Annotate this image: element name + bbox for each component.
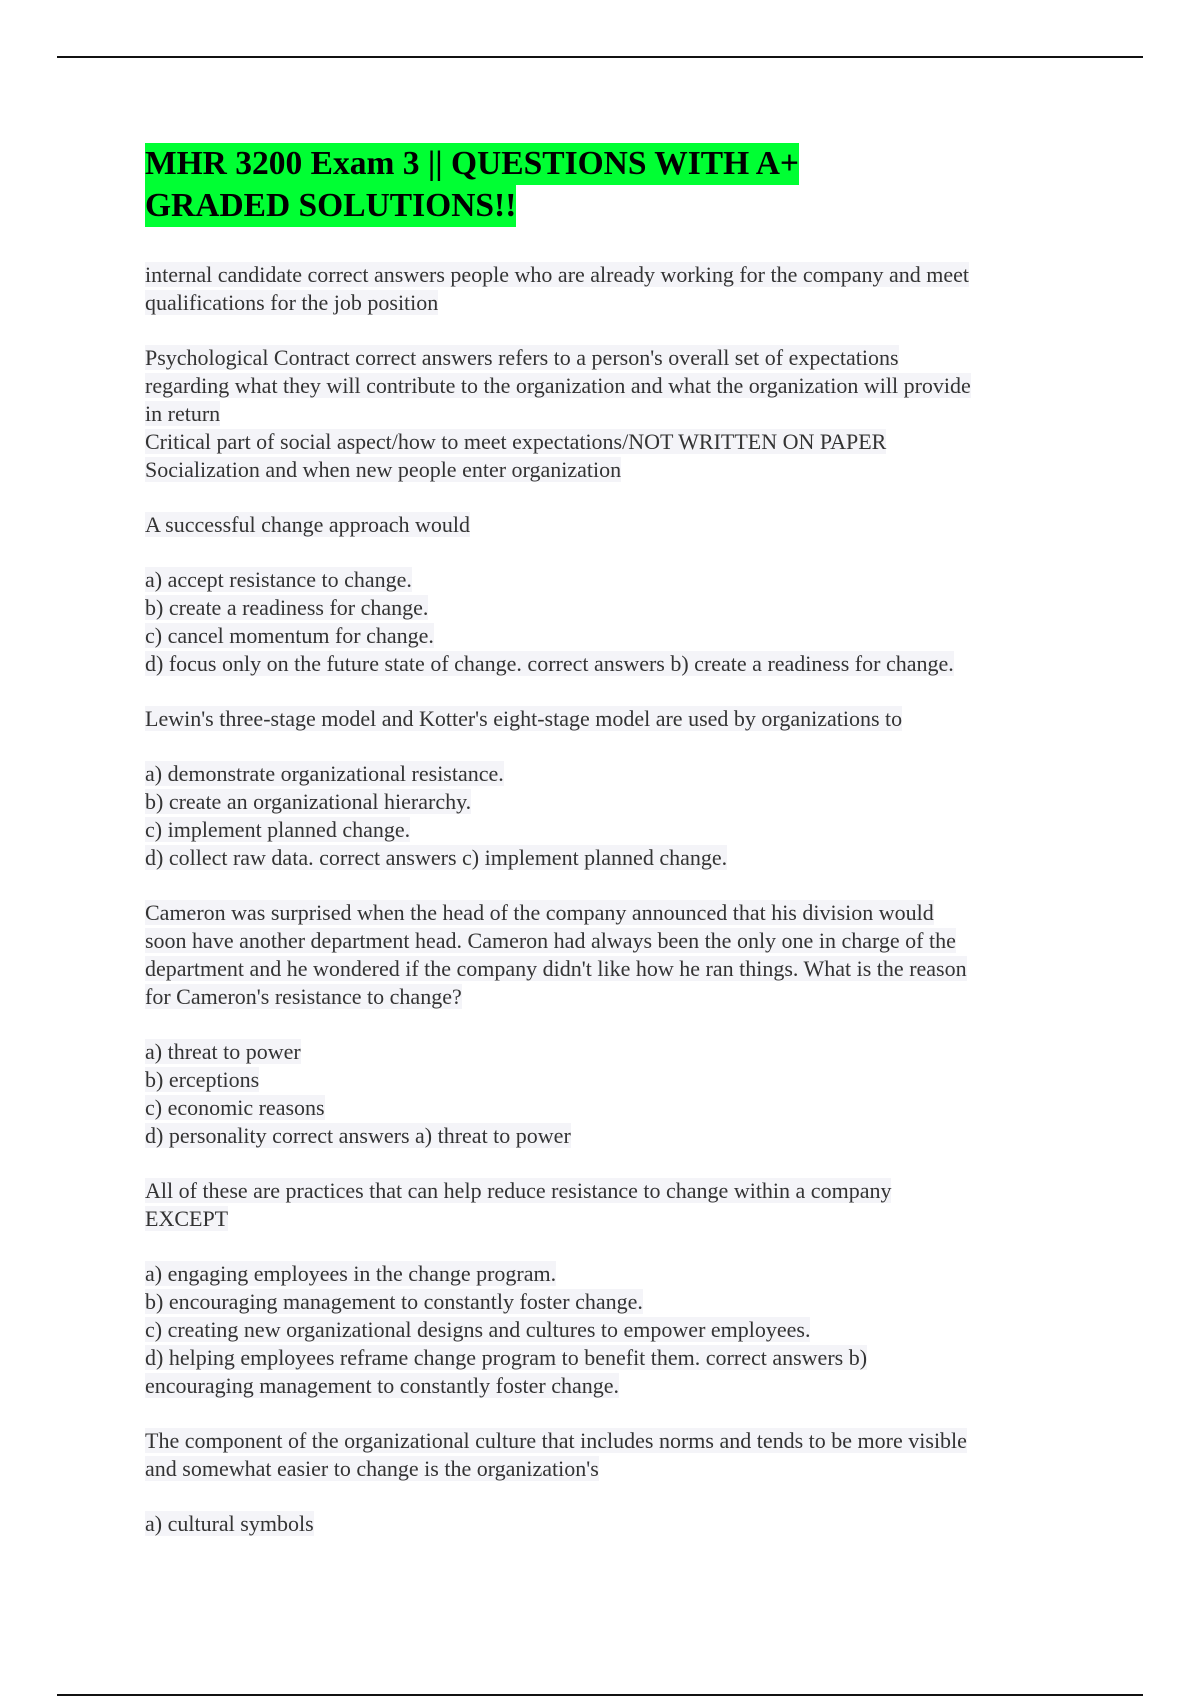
text-line [145,1122,1070,1150]
text-line [145,983,1070,1011]
text-line [145,899,1070,927]
text-line-content: Lewin's three-stage model and Kotter's eight-stage model are used by organizations to [145,706,903,731]
text-line-content: Critical part of social aspect/how to meet expectations/NOT WRITTEN ON PAPER [145,429,887,454]
text-line-content: d) personality correct answers a) threat to power [145,1123,571,1148]
text-line-content: a) demonstrate organizational resistance. [145,761,504,786]
qa-paragraph [145,1427,1070,1483]
document-title [145,143,1070,227]
text-line [145,1177,1070,1205]
text-line [145,1038,1070,1066]
text-line [145,622,1070,650]
document-body [145,143,1070,1565]
text-line [145,927,1070,955]
text-line-content: c) economic reasons [145,1095,325,1120]
qa-paragraph [145,261,1070,317]
text-line [145,1427,1070,1455]
text-line-content: d) collect raw data. correct answers c) implement planned change. [145,845,728,870]
text-line-content: soon have another department head. Cameron had always been the only one in charge of the [145,928,956,953]
text-line [145,261,1070,289]
text-line-content: Cameron was surprised when the head of the company announced that his division would [145,900,934,925]
text-line-content: department and he wondered if the company didn't like how he ran things. What is the reason [145,956,967,981]
text-line-content: internal candidate correct answers people who are already working for the company and meet [145,262,970,287]
text-line [145,788,1070,816]
bottom-rule [57,1694,1143,1696]
text-line-content: c) implement planned change. [145,817,411,842]
text-line-content: b) erceptions [145,1067,260,1092]
text-line-content: a) threat to power [145,1039,301,1064]
text-line-content: a) accept resistance to change. [145,567,412,592]
text-line [145,955,1070,983]
text-line [145,844,1070,872]
text-line [145,1288,1070,1316]
qa-paragraph [145,1260,1070,1400]
text-line-content: A successful change approach would [145,512,471,537]
text-line [145,511,1070,539]
text-line-content: d) focus only on the future state of change. correct answers b) create a readiness for change. [145,651,954,676]
text-line-content: regarding what they will contribute to the organization and what the organization will provide [145,373,971,398]
qa-paragraph [145,511,1070,539]
text-line [145,1344,1070,1372]
text-line [145,344,1070,372]
text-line [145,289,1070,317]
text-line-content: for Cameron's resistance to change? [145,984,462,1009]
text-line-content: and somewhat easier to change is the organization's [145,1456,599,1481]
text-line [145,1455,1070,1483]
text-line [145,566,1070,594]
text-line-content: Psychological Contract correct answers refers to a person's overall set of expectations [145,345,899,370]
text-line [145,1205,1070,1233]
qa-paragraph [145,1038,1070,1150]
text-line-content: encouraging management to constantly foster change. [145,1373,620,1398]
text-line [145,1372,1070,1400]
text-line [145,816,1070,844]
text-line [145,594,1070,622]
text-line-content: c) cancel momentum for change. [145,623,434,648]
text-line-content: qualifications for the job position [145,290,439,315]
text-line [145,1316,1070,1344]
text-line-content: b) create a readiness for change. [145,595,429,620]
qa-paragraph [145,344,1070,484]
qa-paragraph [145,760,1070,872]
text-line-content: The component of the organizational culture that includes norms and tends to be more visible [145,1428,967,1453]
text-line [145,400,1070,428]
text-line [145,456,1070,484]
text-line-content: All of these are practices that can help reduce resistance to change within a company [145,1178,892,1203]
text-line-content: c) creating new organizational designs and cultures to empower employees. [145,1317,811,1342]
qa-paragraph [145,1177,1070,1233]
text-line-content: b) encouraging management to constantly foster change. [145,1289,643,1314]
text-line-content: b) create an organizational hierarchy. [145,789,472,814]
text-line-content: Socialization and when new people enter organization [145,457,622,482]
text-line [145,705,1070,733]
text-line [145,1260,1070,1288]
qa-paragraph [145,566,1070,678]
text-line [145,1094,1070,1122]
text-line [145,650,1070,678]
text-line [145,428,1070,456]
qa-paragraph [145,705,1070,733]
title-line: MHR 3200 Exam 3 || QUESTIONS WITH A+ [145,143,799,185]
text-line-content: EXCEPT [145,1206,229,1231]
title-line: GRADED SOLUTIONS!! [145,185,516,227]
text-line [145,760,1070,788]
qa-paragraph [145,899,1070,1011]
qa-paragraph [145,1510,1070,1538]
text-line-content: a) cultural symbols [145,1511,314,1536]
text-line [145,372,1070,400]
text-line-content: d) helping employees reframe change program to benefit them. correct answers b) [145,1345,868,1370]
text-line [145,1510,1070,1538]
text-line [145,1066,1070,1094]
qa-blocks [145,261,1070,1538]
text-line-content: a) engaging employees in the change program. [145,1261,557,1286]
text-line-content: in return [145,401,221,426]
top-rule [57,56,1143,58]
